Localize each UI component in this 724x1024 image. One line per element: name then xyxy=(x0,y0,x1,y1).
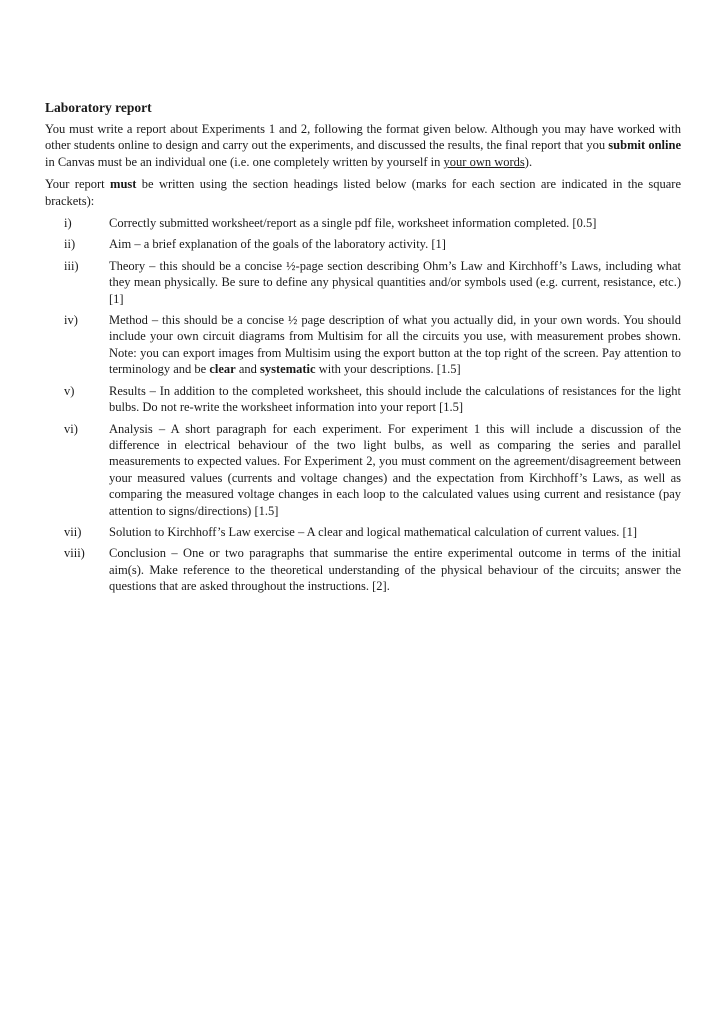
emphasis-systematic: systematic xyxy=(260,362,316,377)
section-number: viii) xyxy=(64,546,85,561)
section-number: v) xyxy=(64,383,75,398)
intro-paragraph-1: You must write a report about Experiments 1 and 2, following the format given below. Although you may have worked with other students online to design and carry out the experiments, and discussed the results, the final report that you submit online in Canvas must be an individual one (i.e. one completely written by yourself in your own words). xyxy=(45,122,681,169)
section-item-aim xyxy=(45,236,681,252)
section-text: Solution to Kirchhoff’s Law exercise – A clear and logical mathematical calculation of current values. [1] xyxy=(109,524,638,539)
emphasis-clear: clear xyxy=(209,362,236,377)
section-text: Correctly submitted worksheet/report as a single pdf file, worksheet information completed. [0.5] xyxy=(109,216,597,231)
section-number: iii) xyxy=(64,258,79,273)
section-item-kirchhoff-exercise xyxy=(45,524,681,540)
page-title: Laboratory report xyxy=(45,100,152,115)
section-item-results xyxy=(45,383,681,416)
section-number: i) xyxy=(64,216,72,231)
section-item-method xyxy=(45,312,681,378)
section-number: ii) xyxy=(64,237,76,252)
section-text: Theory – this should be a concise ½-page section describing Ohm’s Law and Kirchhoff’s Laws, including what they mean physically. Be sure to define any physical quantities and/or symbols used (e.g. current, resistance, etc.) [1] xyxy=(109,258,681,306)
document-content xyxy=(45,100,681,600)
section-text: Method – this should be a concise ½ page description of what you actually did, in your own words. You should include your own circuit diagrams from Multisim for all the circuits you use, with measurement probes shown. Note: you can export images from Multisim using the export button at the top right of the screen. Pay attention to terminology and be clear and systematic with your descriptions. [1.5] xyxy=(109,313,681,377)
section-item-conclusion xyxy=(45,545,681,594)
section-item-worksheet xyxy=(45,215,681,231)
intro-paragraph-2: Your report must be written using the section headings listed below (marks for each section are indicated in the square brackets): xyxy=(45,177,681,208)
section-number: vi) xyxy=(64,421,78,436)
section-text: Aim – a brief explanation of the goals of the laboratory activity. [1] xyxy=(109,237,446,252)
section-number: vii) xyxy=(64,524,82,539)
section-text: Analysis – A short paragraph for each experiment. For experiment 1 this will include a discussion of the difference in electrical behaviour of the two light bulbs, as well as comparing the series and parallel measurements to expected values. For Experiment 2, you must comment on the agreement/disagreement between your measured values (currents and voltage changes) and the expectation from Kirchhoff’s Laws, as well as comparing the measured voltage changes in each loop to the calculated values using current and resistance (pay attention to signs/directions) [1.5] xyxy=(109,421,681,518)
emphasis-own-words: your own words xyxy=(443,154,525,169)
section-item-theory xyxy=(45,258,681,307)
section-text: Conclusion – One or two paragraphs that summarise the entire experimental outcome in terms of the initial aim(s). Make reference to the theoretical understanding of the physical behaviour of the circuits; answer the questions that are asked throughout the instructions. [2]. xyxy=(109,546,681,594)
section-text: Results – In addition to the completed worksheet, this should include the calculations of resistances for the light bulbs. Do not re-write the worksheet information into your report [1.5] xyxy=(109,383,681,415)
emphasis-submit-online: submit online xyxy=(608,138,681,153)
section-item-analysis xyxy=(45,421,681,519)
emphasis-must: must xyxy=(110,177,137,192)
section-number: iv) xyxy=(64,313,78,328)
section-list xyxy=(45,215,681,595)
